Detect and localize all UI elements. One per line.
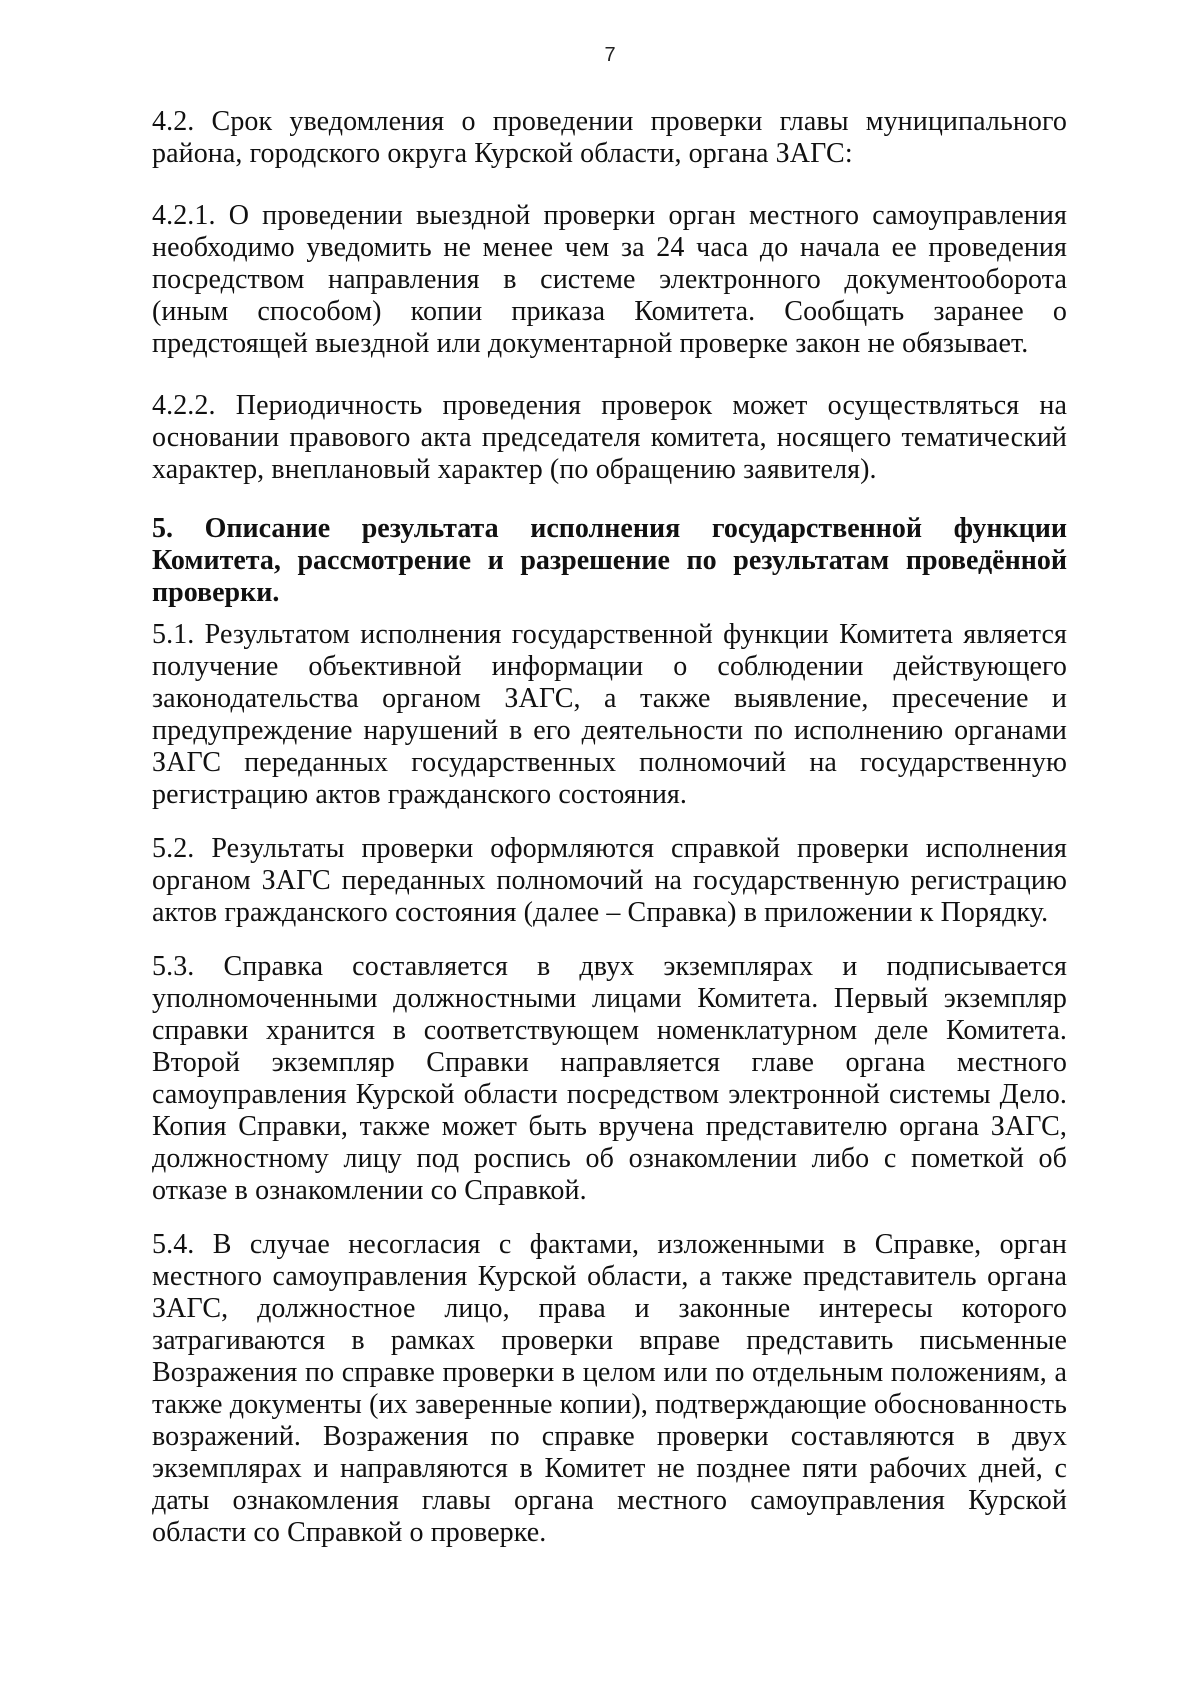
paragraph-4-2: 4.2. Срок уведомления о проведении проверки главы муниципального района, городского округа Курской области, органа ЗАГС: — [152, 106, 1067, 169]
paragraph-4-2-1: 4.2.1. О проведении выездной проверки орган местного самоуправления необходимо уведомить не менее чем за 24 часа до начала ее проведения посредством направления в системе электронного документооборота (иным способом) копии приказа Комитета. Сообщать заранее о предстоящей выездной или документарной проверке закон не обязывает. — [152, 200, 1067, 359]
paragraph-4-2-2: 4.2.2. Периодичность проведения проверок может осуществляться на основании правового акта председателя комитета, носящего тематический характер, внеплановый характер (по обращению заявителя). — [152, 390, 1067, 485]
paragraph-5-4: 5.4. В случае несогласия с фактами, изложенными в Справке, орган местного самоуправления Курской области, а также представитель органа ЗАГС, должностное лицо, права и законные интересы которого затрагиваются в рамках проверки вправе представить письменные Возражения по справке проверки в целом или по отдельным положениям, а также документы (их заверенные копии), подтверждающие обоснованность возражений. Возражения по справке проверки составляются в двух экземплярах и направляются в Комитет не позднее пяти рабочих дней, с даты ознакомления главы органа местного самоуправления Курской области со Справкой о проверке. — [152, 1229, 1067, 1548]
document-body — [152, 106, 1067, 1549]
paragraph-5-2: 5.2. Результаты проверки оформляются справкой проверки исполнения органом ЗАГС переданных полномочий на государственную регистрацию актов гражданского состояния (далее – Справка) в приложении к Порядку. — [152, 833, 1067, 928]
section-5-heading: 5. Описание результата исполнения государственной функции Комитета, рассмотрение и разрешение по результатам проведённой проверки. — [152, 513, 1067, 608]
paragraph-5-1: 5.1. Результатом исполнения государственной функции Комитета является получение объективной информации о соблюдении действующего законодательства органом ЗАГС, а также выявление, пресечение и предупреждение нарушений в его деятельности по исполнению органами ЗАГС переданных государственных полномочий на государственную регистрацию актов гражданского состояния. — [152, 619, 1067, 810]
page-number: 7 — [604, 44, 616, 66]
paragraph-5-3: 5.3. Справка составляется в двух экземплярах и подписывается уполномоченными должностными лицами Комитета. Первый экземпляр справки хранится в соответствующем номенклатурном деле Комитета. Второй экземпляр Справки направляется главе органа местного самоуправления Курской области посредством электронной системы Дело. Копия Справки, также может быть вручена представителю органа ЗАГС, должностному лицу под роспись об ознакомлении либо с пометкой об отказе в ознакомлении со Справкой. — [152, 951, 1067, 1206]
